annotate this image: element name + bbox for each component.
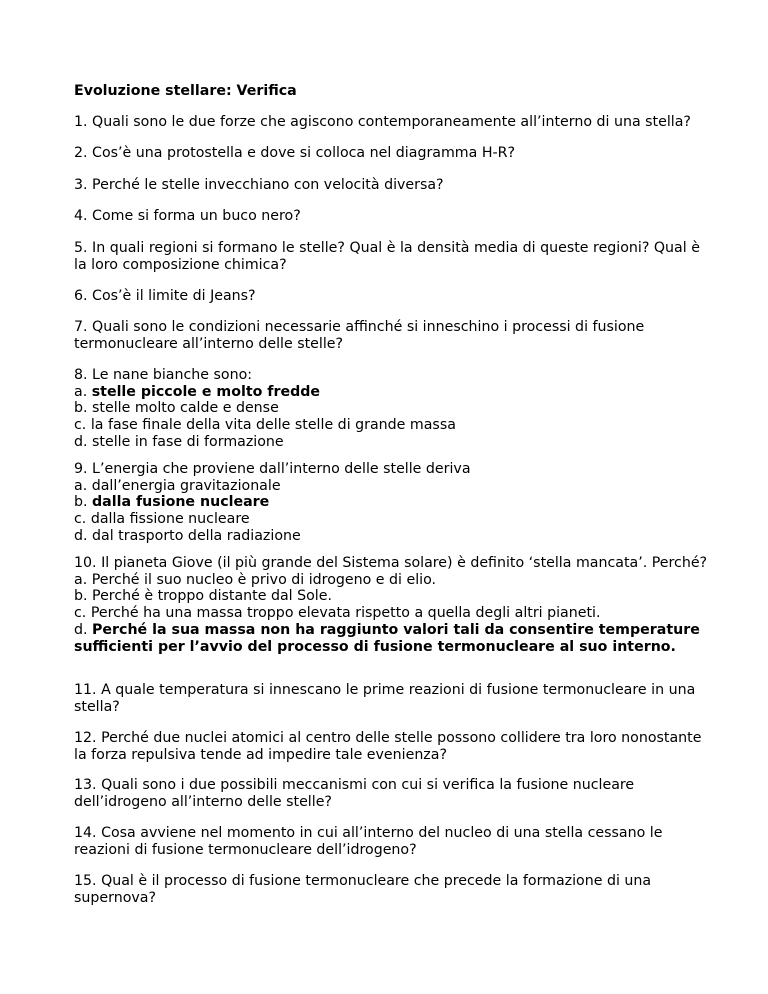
question-1: 1. Quali sono le due forze che agiscono contemporaneamente all’interno di una stella? <box>74 114 691 130</box>
question-14: 14. Cosa avviene nel momento in cui all’interno del nucleo di una stella cessano le reazioni di fusione termonucleare dell’idrogeno? <box>74 825 663 858</box>
question-5: 5. In quali regioni si formano le stelle? Qual è la densità media di queste regioni? Qual è la loro composizione chimica? <box>74 240 700 273</box>
question-3: 3. Perché le stelle invecchiano con velocità diversa? <box>74 177 444 193</box>
option-9c: c. dalla fissione nucleare <box>74 511 250 528</box>
question-4: 4. Come si forma un buco nero? <box>74 208 301 224</box>
question-9: 9. L’energia che proviene dall’interno delle stelle deriva a. dall’energia gravitazionale b. dalla fusione nucleare c. dalla fissione nucleare d. dal trasporto della radiazione <box>74 461 714 545</box>
option-9b: b. dalla fusione nucleare <box>74 494 270 511</box>
document-title: Evoluzione stellare: Verifica <box>74 83 297 99</box>
question-6: 6. Cos’è il limite di Jeans? <box>74 288 256 304</box>
question-7: 7. Quali sono le condizioni necessarie affinché si inneschino i processi di fusione termonucleare all’interno delle stelle? <box>74 319 645 352</box>
question-11: 11. A quale temperatura si innescano le prime reazioni di fusione termonucleare in una stella? <box>74 682 696 715</box>
question-12: 12. Perché due nuclei atomici al centro delle stelle possono collidere tra loro nonostante la forza repulsiva tende ad impedire tale evenienza? <box>74 730 702 763</box>
option-9a: a. dall’energia gravitazionale <box>74 477 281 494</box>
question-8: 8. Le nane bianche sono: a. stelle piccole e molto fredde b. stelle molto calde e dense c. la fase finale della vita delle stelle di grande massa d. stelle in fase di formazione <box>74 367 714 451</box>
option-8d: d. stelle in fase di formazione <box>74 433 284 450</box>
question-2: 2. Cos’è una protostella e dove si colloca nel diagramma H-R? <box>74 145 515 161</box>
question-13: 13. Quali sono i due possibili meccanismi con cui si verifica la fusione nucleare dell’idrogeno all’interno delle stelle? <box>74 777 635 810</box>
option-8b: b. stelle molto calde e dense <box>74 400 279 417</box>
option-10d: d. Perché la sua massa non ha raggiunto valori tali da consentire temperature sufficienti per l’avvio del processo di fusione termonucleare al suo interno. <box>74 621 700 655</box>
option-9d: d. dal trasporto della radiazione <box>74 527 301 544</box>
question-10: 10. Il pianeta Giove (il più grande del Sistema solare) è definito ‘stella mancata’. Perché? a. Perché il suo nucleo è privo di idrogeno e di elio. b. Perché è troppo distante dal Sole. c. Perché ha una massa troppo elevata rispetto a quella degli altri pianeti. d. Perché la sua massa non ha raggiunto valori tali da consentire temperature sufficienti per l’avvio del processo di fusione termonucleare al suo interno. <box>74 555 714 655</box>
option-8a: a. stelle piccole e molto fredde <box>74 383 321 400</box>
option-10a: a. Perché il suo nucleo è privo di idrogeno e di elio. <box>74 571 437 588</box>
option-10b: b. Perché è troppo distante dal Sole. <box>74 588 332 605</box>
question-15: 15. Qual è il processo di fusione termonucleare che precede la formazione di una supernova? <box>74 873 652 906</box>
option-8c: c. la fase finale della vita delle stelle di grande massa <box>74 417 456 434</box>
option-10c: c. Perché ha una massa troppo elevata rispetto a quella degli altri pianeti. <box>74 605 601 622</box>
